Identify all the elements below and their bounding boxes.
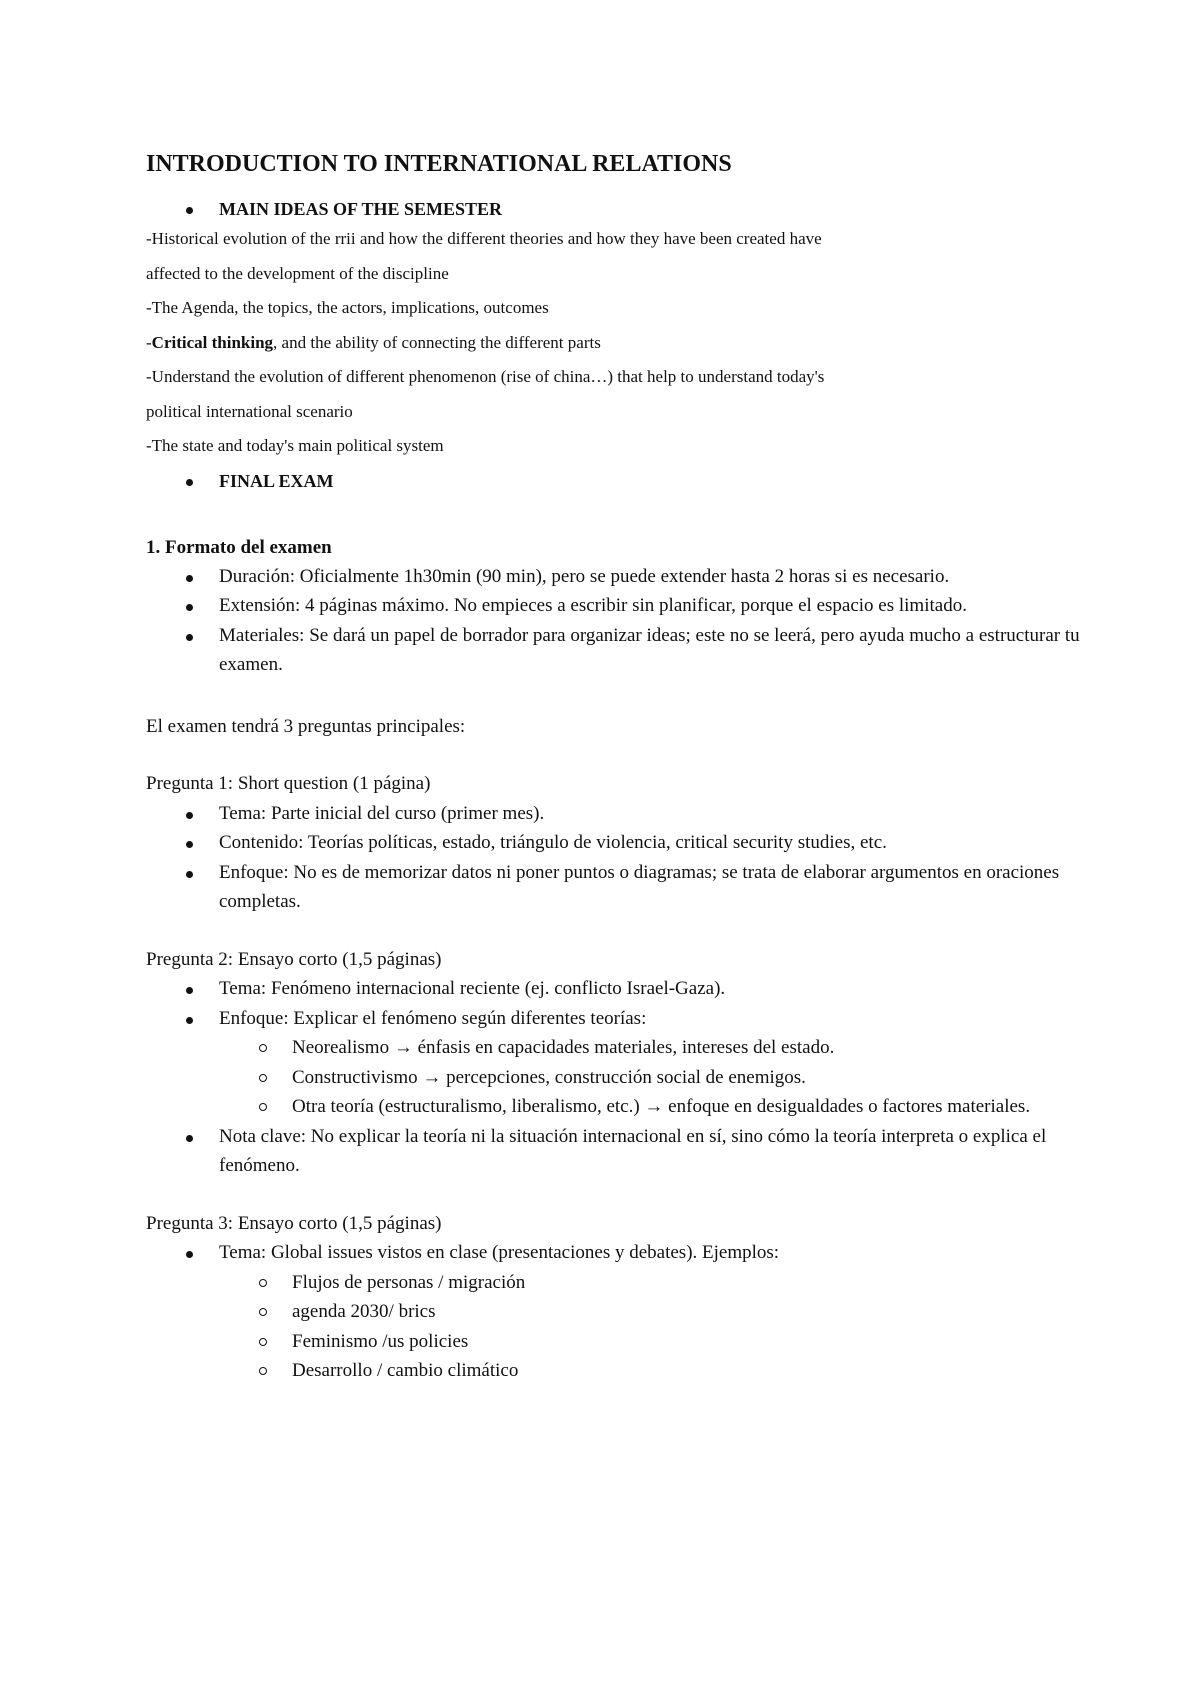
final-exam-heading-text: FINAL EXAM [219, 470, 334, 491]
bullet-icon [186, 604, 193, 611]
list-item-text: Enfoque: Explicar el fenómeno según diferentes teorías: [219, 1007, 647, 1029]
circle-bullet-icon [259, 1103, 267, 1111]
sub-list-item [219, 1033, 1086, 1063]
intro-preguntas: El examen tendrá 3 preguntas principales: [146, 715, 466, 737]
list-item [146, 799, 1086, 829]
main-ideas-heading [146, 196, 1086, 222]
main-ideas-heading-text: MAIN IDEAS OF THE SEMESTER [219, 199, 503, 219]
list-item [146, 1122, 1086, 1181]
list-item [146, 828, 1086, 858]
critical-thinking-bold: Critical thinking [151, 332, 274, 352]
sub-list-item-text: Otra teoría (estructuralismo, liberalismo, etc.) → enfoque en desigualdades o factores materiales. [292, 1096, 1031, 1117]
teorias-list [219, 1033, 1086, 1122]
main-ideas-line: -The Agenda, the topics, the actors, implications, outcomes [146, 298, 549, 317]
bullet-icon [186, 634, 193, 641]
main-ideas-line: -The state and today's main political system [146, 436, 444, 455]
sub-list-item-text: Feminismo /us policies [292, 1330, 469, 1352]
pregunta2-list [146, 974, 1086, 1181]
list-item-text: Nota clave: No explicar la teoría ni la situación internacional en sí, sino cómo la teoría interpreta o explica el fenómeno. [219, 1125, 1047, 1176]
final-exam-heading [146, 468, 1086, 494]
list-item [146, 974, 1086, 1004]
list-item-text: Tema: Fenómeno internacional reciente (ej. conflicto Israel-Gaza). [219, 978, 726, 999]
bullet-icon [186, 207, 193, 214]
sub-list-item [219, 1297, 1086, 1327]
critical-prefix: - [146, 332, 152, 352]
sub-list-item-text: Neorealismo → énfasis en capacidades materiales, intereses del estado. [292, 1037, 835, 1058]
list-item-text: Tema: Parte inicial del curso (primer mes). [219, 802, 545, 824]
bullet-icon [186, 575, 193, 582]
bullet-icon [186, 812, 193, 819]
bullet-icon [186, 987, 193, 994]
pregunta3-title: Pregunta 3: Ensayo corto (1,5 páginas) [146, 1212, 442, 1234]
circle-bullet-icon [259, 1279, 267, 1287]
list-item [146, 562, 1086, 592]
list-item-text: Duración: Oficialmente 1h30min (90 min), pero se puede extender hasta 2 horas si es necesario. [219, 565, 950, 587]
ejemplos-list [219, 1268, 1086, 1386]
circle-bullet-icon [259, 1338, 267, 1346]
main-ideas-line: -Understand the evolution of different phenomenon (rise of china…) that help to understand today's [146, 367, 825, 386]
sub-list-item [219, 1092, 1086, 1122]
sub-list-item [219, 1063, 1086, 1093]
critical-thinking-line [146, 326, 1086, 361]
bullet-icon [186, 479, 193, 486]
critical-rest: , and the ability of connecting the different parts [273, 332, 601, 352]
list-item-text: Extensión: 4 páginas máximo. No empieces a escribir sin planificar, porque el espacio es limitado. [219, 595, 967, 616]
document-body [146, 148, 1086, 1386]
bullet-icon [186, 841, 193, 848]
circle-bullet-icon [259, 1074, 267, 1082]
circle-bullet-icon [259, 1367, 267, 1375]
sub-list-item-text: Desarrollo / cambio climático [292, 1360, 519, 1381]
list-item-text: Contenido: Teorías políticas, estado, triángulo de violencia, critical security studies, etc. [219, 832, 887, 853]
pregunta1-title: Pregunta 1: Short question (1 página) [146, 773, 431, 794]
bullet-icon [186, 1017, 193, 1024]
sub-list-item-text: Constructivismo → percepciones, construcción social de enemigos. [292, 1066, 806, 1088]
list-item-text: Enfoque: No es de memorizar datos ni poner puntos o diagramas; se trata de elaborar argumentos en oraciones completas. [219, 861, 1060, 912]
main-ideas-line: affected to the development of the discipline [146, 263, 449, 283]
formato-list [146, 562, 1086, 680]
main-ideas-line: political international scenario [146, 401, 353, 421]
circle-bullet-icon [259, 1308, 267, 1316]
sub-list-item-text: Flujos de personas / migración [292, 1271, 526, 1293]
list-item [146, 591, 1086, 621]
list-item [146, 1004, 1086, 1122]
pregunta1-list [146, 799, 1086, 917]
circle-bullet-icon [259, 1044, 267, 1052]
sub-list-item [219, 1327, 1086, 1357]
bullet-icon [186, 871, 193, 878]
list-item [146, 621, 1086, 680]
document-title: INTRODUCTION TO INTERNATIONAL RELATIONS [146, 151, 732, 177]
list-item-text: Materiales: Se dará un papel de borrador para organizar ideas; este no se leerá, pero ayuda mucho a estructurar tu examen. [219, 624, 1080, 675]
formato-title: 1. Formato del examen [146, 536, 332, 558]
pregunta2-title: Pregunta 2: Ensayo corto (1,5 páginas) [146, 948, 442, 970]
sub-list-item [219, 1356, 1086, 1386]
sub-list-item [219, 1268, 1086, 1298]
list-item [146, 858, 1086, 917]
pregunta3-list [146, 1238, 1086, 1386]
sub-list-item-text: agenda 2030/ brics [292, 1301, 436, 1322]
list-item [146, 1238, 1086, 1386]
bullet-icon [186, 1135, 193, 1142]
list-item-text: Tema: Global issues vistos en clase (presentaciones y debates). Ejemplos: [219, 1242, 780, 1263]
main-ideas-line: -Historical evolution of the rrii and how the different theories and how they have been created have [146, 229, 822, 248]
bullet-icon [186, 1251, 193, 1258]
